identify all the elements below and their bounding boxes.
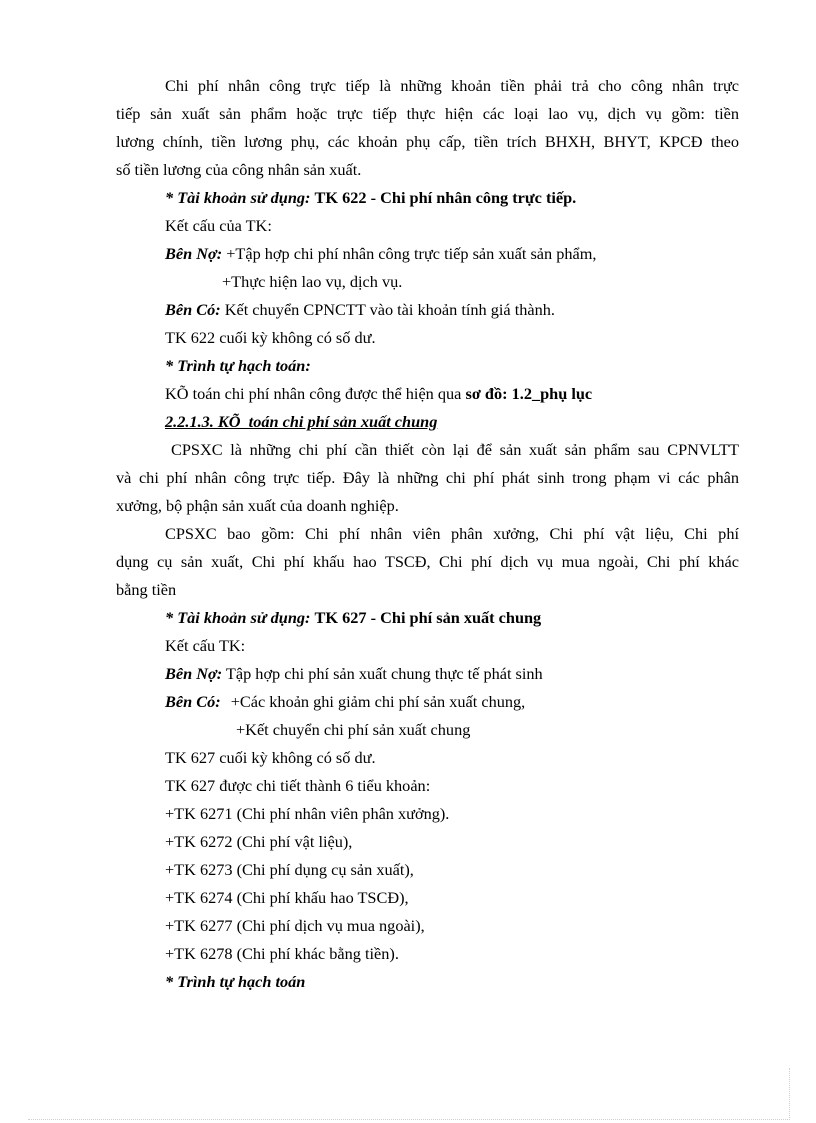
debit-label: Bên Nợ: — [165, 664, 223, 683]
account-value: TK 622 - Chi phí nhân công trực tiếp. — [314, 188, 577, 207]
page-border-bottom — [28, 1119, 790, 1120]
sub-account-item: +TK 6274 (Chi phí khấu hao TSCĐ), — [165, 888, 409, 907]
account-label: * Tài khoản sử dụng: — [165, 608, 311, 627]
balance-line: TK 622 cuối kỳ không có số dư. — [165, 328, 376, 347]
paragraph-line: bằng tiền — [116, 580, 177, 599]
detail-intro: TK 627 được chi tiết thành 6 tiểu khoản: — [165, 776, 431, 795]
section-heading: 2.2.1.3. KÕ toán chi phí sản xuất chung — [165, 412, 438, 431]
sub-account-item: +TK 6273 (Chi phí dụng cụ sản xuất), — [165, 860, 414, 879]
account-label: * Tài khoản sử dụng: — [165, 188, 311, 207]
page-border-right — [789, 1068, 790, 1120]
diagram-label: sơ đồ: — [465, 384, 508, 403]
debit-text: +Tập hợp chi phí nhân công trực tiếp sản xuất sản phẩm, — [226, 244, 597, 263]
credit-line-2: +Kết chuyển chi phí sản xuất chung — [236, 720, 471, 739]
sub-account-item: +TK 6277 (Chi phí dịch vụ mua ngoài), — [165, 916, 425, 935]
structure-label: Kết cấu của TK: — [165, 216, 272, 235]
paragraph-line: dụng cụ sản xuất, Chi phí khấu hao TSCĐ, Chi phí dịch vụ mua ngoài, Chi phí khác — [116, 552, 739, 571]
diagram-ref: 1.2_phụ lục — [511, 384, 593, 403]
account-value: TK 627 - Chi phí sản xuất chung — [314, 608, 542, 627]
credit-line — [165, 692, 739, 712]
paragraph-line: CPSXC là những chi phí cần thiết còn lại để sản xuất sản phẩm sau CPNVLTT — [171, 440, 739, 459]
accounting-text: KÕ toán chi phí nhân công được thể hiện qua — [165, 384, 462, 403]
debit-text: Tập hợp chi phí sản xuất chung thực tế phát sinh — [225, 664, 543, 683]
paragraph-line: Chi phí nhân công trực tiếp là những khoản tiền phải trả cho công nhân trực — [165, 76, 739, 95]
debit-line — [165, 244, 739, 264]
credit-label: Bên Có: — [165, 300, 221, 319]
credit-label: Bên Có: — [165, 692, 221, 711]
balance-line: TK 627 cuối kỳ không có số dư. — [165, 748, 376, 767]
paragraph-line: và chi phí nhân công trực tiếp. Đây là những chi phí phát sinh trong phạm vi các phân — [116, 468, 739, 487]
account-line-622 — [165, 188, 739, 208]
sub-account-item: +TK 6278 (Chi phí khác bằng tiền). — [165, 944, 399, 963]
structure-label: Kết cấu TK: — [165, 636, 246, 655]
credit-text: Kết chuyển CPNCTT vào tài khoản tính giá thành. — [224, 300, 555, 319]
credit-text: +Các khoản ghi giảm chi phí sản xuất chung, — [230, 692, 526, 711]
paragraph-line: số tiền lương của công nhân sản xuất. — [116, 160, 362, 179]
paragraph-line: tiếp sản xuất sản phẩm hoặc trực tiếp thực hiện các loại lao vụ, dịch vụ gồm: tiền — [116, 104, 739, 123]
procedure-label: * Trình tự hạch toán — [165, 972, 306, 991]
debit-line-2: +Thực hiện lao vụ, dịch vụ. — [222, 272, 403, 291]
paragraph-line: CPSXC bao gồm: Chi phí nhân viên phân xưởng, Chi phí vật liệu, Chi phí — [165, 524, 739, 543]
debit-line — [165, 664, 739, 684]
account-line-627 — [165, 608, 739, 628]
accounting-line — [165, 384, 739, 404]
debit-label: Bên Nợ: — [165, 244, 223, 263]
sub-account-item: +TK 6272 (Chi phí vật liệu), — [165, 832, 353, 851]
paragraph-line: xưởng, bộ phận sản xuất của doanh nghiệp. — [116, 496, 399, 515]
credit-line — [165, 300, 739, 320]
sub-account-item: +TK 6271 (Chi phí nhân viên phân xưởng). — [165, 804, 450, 823]
paragraph-line: lương chính, tiền lương phụ, các khoản phụ cấp, tiền trích BHXH, BHYT, KPCĐ theo — [116, 132, 739, 151]
procedure-label: * Trình tự hạch toán: — [165, 356, 311, 375]
